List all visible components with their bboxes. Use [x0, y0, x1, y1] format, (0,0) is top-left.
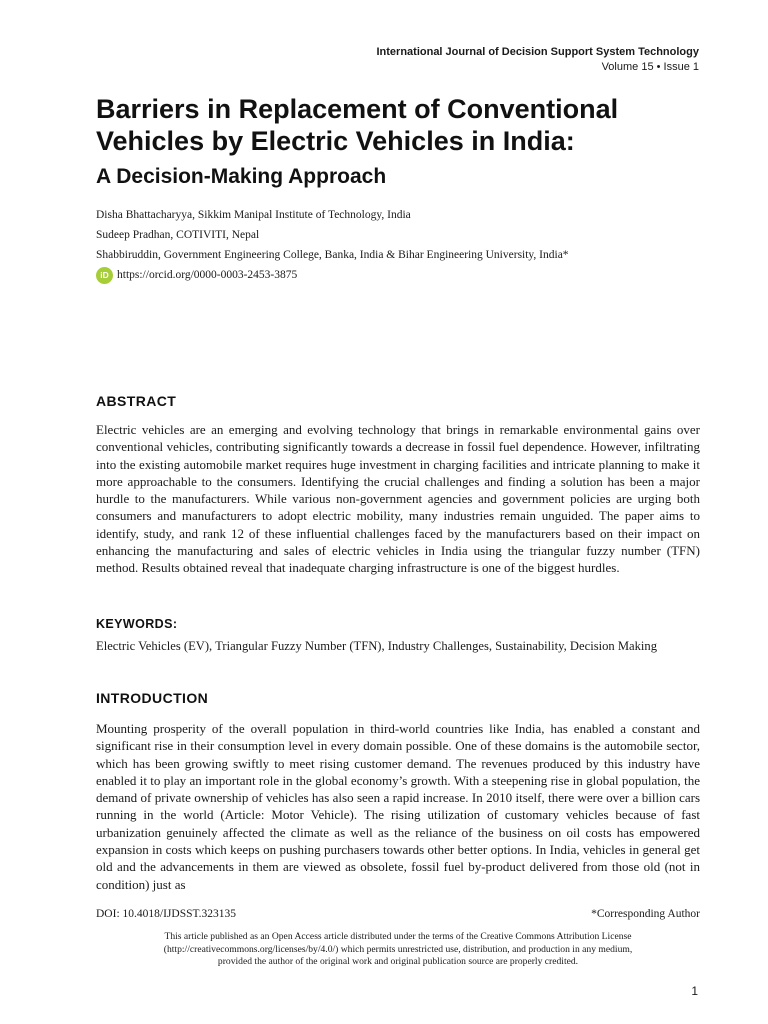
introduction-text: Mounting prosperity of the overall population in third-world countries like India, has enabled a constant and significant rise in their consumption level in every domain possible. One of these domains is the automobile sector, which has been growing swiftly to meet rising customer demand. The revenues produced by this industry have enabled it to play an important role in the global economy’s growth. With a steepening rise in global population, the demand of private ownership of vehicles has also seen a rapid increase. In 2010 itself, there were over a billion cars running in the world (Article: Motor Vehicle). The rising utilization of customary vehicles because of fast urbanization genuinely affected the climate as well as the reliance of the business on oil costs has empowered expansion in costs which keeps on pushing purchasers towards other better options. In India, vehicles in general get old and the advancements in them are viewed as obsolete, fossil fuel by-product delivered from those old (not in condition) just as: [96, 721, 700, 892]
corresponding-author-note: *Corresponding Author: [591, 908, 700, 920]
orcid-icon: iD: [96, 267, 113, 284]
author-2: Sudeep Pradhan, COTIVITI, Nepal: [96, 229, 260, 241]
abstract-heading: ABSTRACT: [96, 393, 177, 409]
keywords-text: Electric Vehicles (EV), Triangular Fuzzy Number (TFN), Industry Challenges, Sustainability, Decision Making: [96, 639, 658, 653]
keywords-heading: KEYWORDS:: [96, 617, 178, 631]
abstract-text: Electric vehicles are an emerging and evolving technology that brings in remarkable environmental gains over conventional vehicles, contributing significantly towards a decrease in fossil fuel dependence. However, infiltrating into the existing automobile market requires huge investment in charging facilities and intricate planning to make it more approachable to the consumers. Identifying the crucial challenges and finding a solution has been a major hurdle to the manufacturers. While various non-government agencies and government policies are urging both consumers and manufacturers to adopt electric mobility, many industries remain unguided. The paper aims to identify, study, and rank 12 of these influential challenges faced by the manufacturers based on their impact on enhancing the manufacturing and sales of electric vehicles in India using the triangular fuzzy number (TFN) method. Results obtained reveal that inadequate charging infrastructure is one of the biggest hurdles.: [96, 422, 700, 576]
journal-header: [376, 45, 699, 75]
orcid-link[interactable]: https://orcid.org/0000-0003-2453-3875: [117, 269, 298, 281]
license-line-1: This article published as an Open Access article distributed under the terms of the Creative Commons Attribution License: [164, 931, 632, 942]
volume-issue: Volume 15 • Issue 1: [601, 61, 699, 73]
license-notice: [96, 931, 700, 969]
introduction-heading: INTRODUCTION: [96, 690, 209, 706]
license-line-2: (http://creativecommons.org/licenses/by/4.0/) which permits unrestricted use, distribution, and production in any medium,: [163, 943, 633, 955]
page-number: 1: [691, 984, 698, 998]
author-3: Shabbiruddin, Government Engineering College, Banka, India & Bihar Engineering University, India*: [96, 249, 569, 261]
author-list: [96, 205, 706, 285]
doi: DOI: 10.4018/IJDSST.323135: [96, 908, 237, 920]
paper-subtitle: A Decision-Making Approach: [96, 165, 387, 188]
author-1: Disha Bhattacharyya, Sikkim Manipal Institute of Technology, India: [96, 209, 411, 221]
orcid-row: [96, 265, 706, 285]
paper-title: Barriers in Replacement of Conventional Vehicles by Electric Vehicles in India:: [96, 94, 619, 156]
journal-name: International Journal of Decision Support System Technology: [376, 46, 699, 58]
license-line-3: provided the author of the original work and original publication source are properly credited.: [217, 956, 579, 967]
